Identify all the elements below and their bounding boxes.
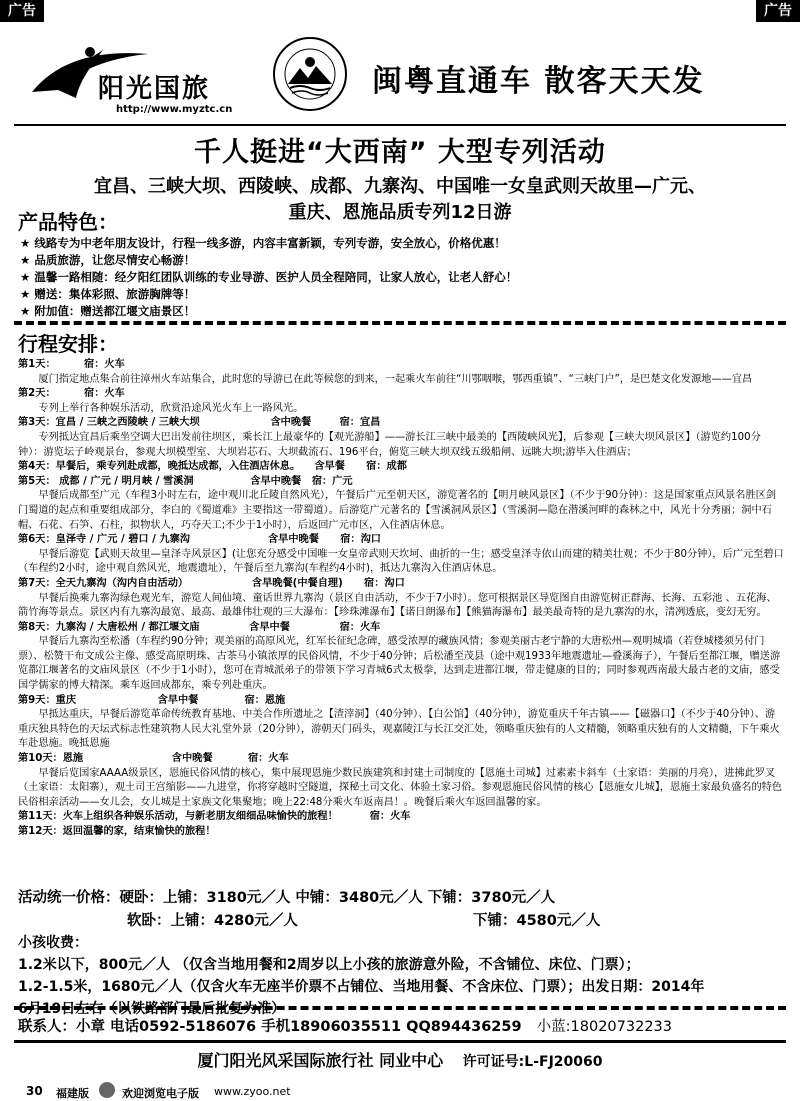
itinerary-day-heading: 第3天：宜昌 / 三峡之西陵峡 / 三峡大坝 含中晚餐 宿：宜昌 bbox=[18, 417, 381, 429]
logo-text: 阳光国旅 bbox=[98, 74, 211, 104]
ad-tag-left: 广告 bbox=[0, 0, 44, 22]
itinerary-day-heading: 第5天： 成都 / 广元 / 明月峡 / 雪溪洞 含早中晚餐 宿：广元 bbox=[18, 475, 353, 487]
price-line-1 bbox=[18, 886, 555, 907]
itinerary-day-heading: 第7天：全天九寨沟（沟内自由活动） 含早晚餐(中餐自理) 宿：沟口 bbox=[18, 577, 405, 589]
sun-travel-logo bbox=[28, 40, 248, 115]
child-line-3: 6月19日左右（以铁路部门最后批复为准） bbox=[18, 1001, 286, 1017]
itinerary-day-body: 专列上举行各种娱乐活动，欣赏沿途风光火车上一路风光。 bbox=[38, 402, 304, 414]
page-footer bbox=[0, 1082, 800, 1100]
contact-divider bbox=[14, 1040, 786, 1043]
itinerary-day-heading: 第2天： 宿：火车 bbox=[18, 388, 125, 400]
itinerary-day-heading: 第8天：九寨沟 / 大唐松州 / 都江堰文庙 含早中餐 宿：火车 bbox=[18, 621, 381, 633]
itinerary-day-body: 早餐后览国家AAAA级景区，恩施民俗风情的核心，集中展现恩施少数民族建筑和封建土司制度的【恩施土司城】过素素卡斜车（土家语：美丽的月亮），进拂此罗叉（土家语：太阳寨），观土司王宫缩影——九进堂，你将穿越时空隧道，探秘土司文化、体验土家习俗。参观恩施民俗风情的核心【恩施女儿城】，恩施土家最负盛名的特色民俗相亲活动——女儿会，女儿城是土家族文化集聚地；晚上22:48分乘火车返南昌！。晚餐后乘火车返回温馨的家。 bbox=[18, 767, 783, 808]
feature-item: ★ 线路专为中老年朋友设计，行程一线多游，内容丰富新颖，专列专游，安全放心，价格优惠！ bbox=[20, 236, 506, 250]
hard-sleeper-price: 硬卧：上铺：3180元／人 中铺：3480元／人 下铺：3780元／人 bbox=[119, 890, 556, 906]
contact-extra: 小蓝:18020732233 bbox=[536, 1019, 673, 1035]
child-line-2: 1.2-1.5米，1680元／人（仅含火车无座半价票不占铺位、当地用餐、不含床位、门票）；出发日期：2014年 bbox=[18, 979, 705, 995]
itinerary-heading: 行程安排： bbox=[18, 332, 118, 356]
features-heading: 产品特色： bbox=[18, 210, 118, 234]
company-name: 厦门阳光风采国际旅行社 同业中心 bbox=[197, 1051, 444, 1070]
contact-info: 联系人：小章 电话0592-5186076 手机18906035511 QQ894436259 bbox=[18, 1019, 522, 1035]
feature-item: ★ 附加值：赠送都江堰文庙景区！ bbox=[20, 304, 196, 318]
price-label: 活动统一价格： bbox=[18, 890, 120, 906]
subtitle-line-1: 宜昌、三峡大坝、西陵峡、成都、九寨沟、中国唯一女皇武则天故里—广元、 bbox=[94, 176, 706, 197]
itinerary-day-body: 早抵达重庆，早餐后游览革命传统教育基地、中美合作所遗址之【渣滓洞】（40分钟）、【白公馆】（40分钟），游览重庆千年古镇——【磁器口】（不少于40分钟）、游重庆独具特色的天坛式标志性建筑物人民大礼堂外景（20分钟），游朝天门码头，观嘉陵江与长江交汇处，领略重庆独有的人文精髓，领略重庆独有的人文精髓，下午乘火车赴恩施。晚抵恩施 bbox=[18, 709, 780, 750]
itinerary bbox=[18, 358, 784, 840]
itinerary-day-body: 早餐后成都至广元（车程3小时左右，途中观川北丘陵自然风光），午餐后广元至朝天区，游览著名的【明月峡风景区】（不少于90分钟）：这是国家重点风景名胜区剑门蜀道的起点和重要组成部分，李白的《蜀道难》主要指这一带蜀道）。后游览广元著名的【雪溪洞风景区】（雪溪洞—隐在潜溪河畔的森林之中，风光十分秀丽；洞中石帽、石花、石笋、石柱，拟物状人，巧夺天工;不少于1小时），后返回广元市区，入住酒店休息。 bbox=[18, 490, 777, 531]
header bbox=[0, 26, 800, 122]
footer-url[interactable]: www.zyoo.net bbox=[214, 1085, 291, 1098]
itinerary-day-body: 早餐后游览【武则天故里—皇泽寺风景区】(让您充分感受中国唯一女皇帝武则天坎坷、曲折的一生；感受皇泽寺依山而建的精美壮观；不少于80分钟），后广元至碧口（车程约2小时，途中观自然风光，地震遗址），午餐后至九寨沟(车程约4小时)，抵达九寨沟入住酒店休息。 bbox=[18, 548, 784, 575]
seal-icon bbox=[272, 36, 348, 112]
soft-lower-price: 下铺：4580元／人 bbox=[473, 913, 601, 929]
slogan: 闽粤直通车 散客天天发 bbox=[372, 64, 705, 99]
license-no: 许可证号:L-FJ20060 bbox=[462, 1054, 603, 1070]
dashed-divider bbox=[14, 321, 786, 325]
itinerary-day-heading: 第12天：返回温馨的家，结束愉快的旅程！ bbox=[18, 826, 216, 837]
itinerary-day-heading: 第1天： 宿：火车 bbox=[18, 359, 125, 370]
child-heading: 小孩收费： bbox=[18, 935, 88, 951]
itinerary-day-body: 专列抵达宜昌后乘坐空调大巴出发前往坝区，乘长江上最豪华的【观光游船】——游长江三峡中最美的【西陵峡风光】，后参观【三峡大坝风景区】（游览约100分钟）：游览坛子岭观景台，参观大坝模型室、大坝岩芯石、大坝截流石、196平台，俯览三峡大坝双线五级船闸、远眺大坝;游毕入住酒店； bbox=[18, 431, 761, 458]
subtitle-line-2: 重庆、恩施品质专列12日游 bbox=[288, 202, 512, 223]
logo-url: http://www.myztc.cn bbox=[116, 104, 233, 115]
feature-item: ★ 品质旅游，让您尽情安心畅游！ bbox=[20, 253, 196, 267]
soft-sleeper-price: 软卧：上铺：4280元／人 bbox=[127, 913, 298, 929]
itinerary-day-heading: 第10天：恩施 含中晚餐 宿：火车 bbox=[18, 753, 289, 765]
dashed-divider-2 bbox=[14, 1006, 786, 1010]
itinerary-day-heading: 第9天：重庆 含早中餐 宿：恩施 bbox=[18, 694, 286, 706]
contact-line bbox=[18, 1015, 672, 1036]
itinerary-day-body: 厦门指定地点集合前往漳州火车站集合，此时您的导游已在此等候您的到来，一起乘火车前往“川鄂咽喉，鄂西重镇”、“三峡门户”，是巴楚文化发源地——宜昌 bbox=[38, 373, 753, 385]
page-title: 千人挺进“大西南” 大型专列活动 bbox=[194, 137, 606, 168]
itinerary-day-heading: 第6天：皇泽寺 / 广元 / 碧口 / 九寨沟 含早中晚餐 宿：沟口 bbox=[18, 534, 381, 546]
feature-item: ★ 温馨一路相随：经夕阳红团队训练的专业导游、医护人员全程陪同，让家人放心，让老人舒心！ bbox=[20, 270, 518, 284]
zyoo-logo-icon bbox=[99, 1082, 115, 1098]
ad-tag-right: 广告 bbox=[756, 0, 800, 22]
page-number: 30 bbox=[26, 1084, 43, 1098]
itinerary-day-body: 早餐后九寨沟至松潘（车程约90分钟；观美丽的高原风光，红军长征纪念碑，感受浓厚的藏族风情；参观美丽古老宁静的大唐松州—观明城墙（若登城楼须另付门票）、松赞干布文成公主像、感受高原明珠、古茶马小镇浓厚的民俗风情，不少于40分钟；后松潘至茂县（途中观1933年地震遗址—叠溪海子），午餐后至都江堰，赠送游览都江堰著名的文庙风景区（不少于1小时），您可在青城派弟子的带领下学习青城6式太极拳，达到走进都江堰，带走健康的目的；同时参观西南最大最古老的文庙，感受国学儒家的博大精深。乘车返回成都东，乘专列赴重庆。 bbox=[18, 636, 781, 692]
features-list bbox=[20, 235, 517, 320]
header-divider bbox=[14, 124, 786, 126]
edition: 福建版 bbox=[56, 1087, 89, 1100]
association-seal bbox=[272, 36, 348, 112]
itinerary-day-body: 早餐后换乘九寨沟绿色观光车，游览人间仙境、童话世界九寨沟（景区自由活动，不少于7小时）。您可根据景区导览图自由游览树正群海、长海、五彩池 、五花海、箭竹海等景点。景区内有九寨沟最宽、最高、最雄伟壮观的三大瀑布：【珍珠滩瀑布】【诺日朗瀑布】【熊猫海瀑布】最美最奇特的是九寨沟的水，清冽透底，变幻无穷。 bbox=[18, 592, 777, 619]
feature-item: ★ 赠送：集体彩照、旅游胸牌等！ bbox=[20, 287, 196, 301]
itinerary-day-heading: 第4天：早餐后，乘专列赴成都，晚抵达成都，入住酒店休息。 含早餐 宿：成都 bbox=[18, 461, 407, 473]
child-line-1: 1.2米以下，800元／人 （仅含当地用餐和2周岁以上小孩的旅游意外险，不含铺位、床位、门票）； bbox=[18, 957, 640, 973]
itinerary-day-heading: 第11天：火车上组织各种娱乐活动，与新老朋友细细品味愉快的旅程！ 宿：火车 bbox=[18, 811, 411, 823]
company-line bbox=[0, 1048, 800, 1071]
footer-welcome: 欢迎浏览电子版 bbox=[122, 1087, 199, 1100]
